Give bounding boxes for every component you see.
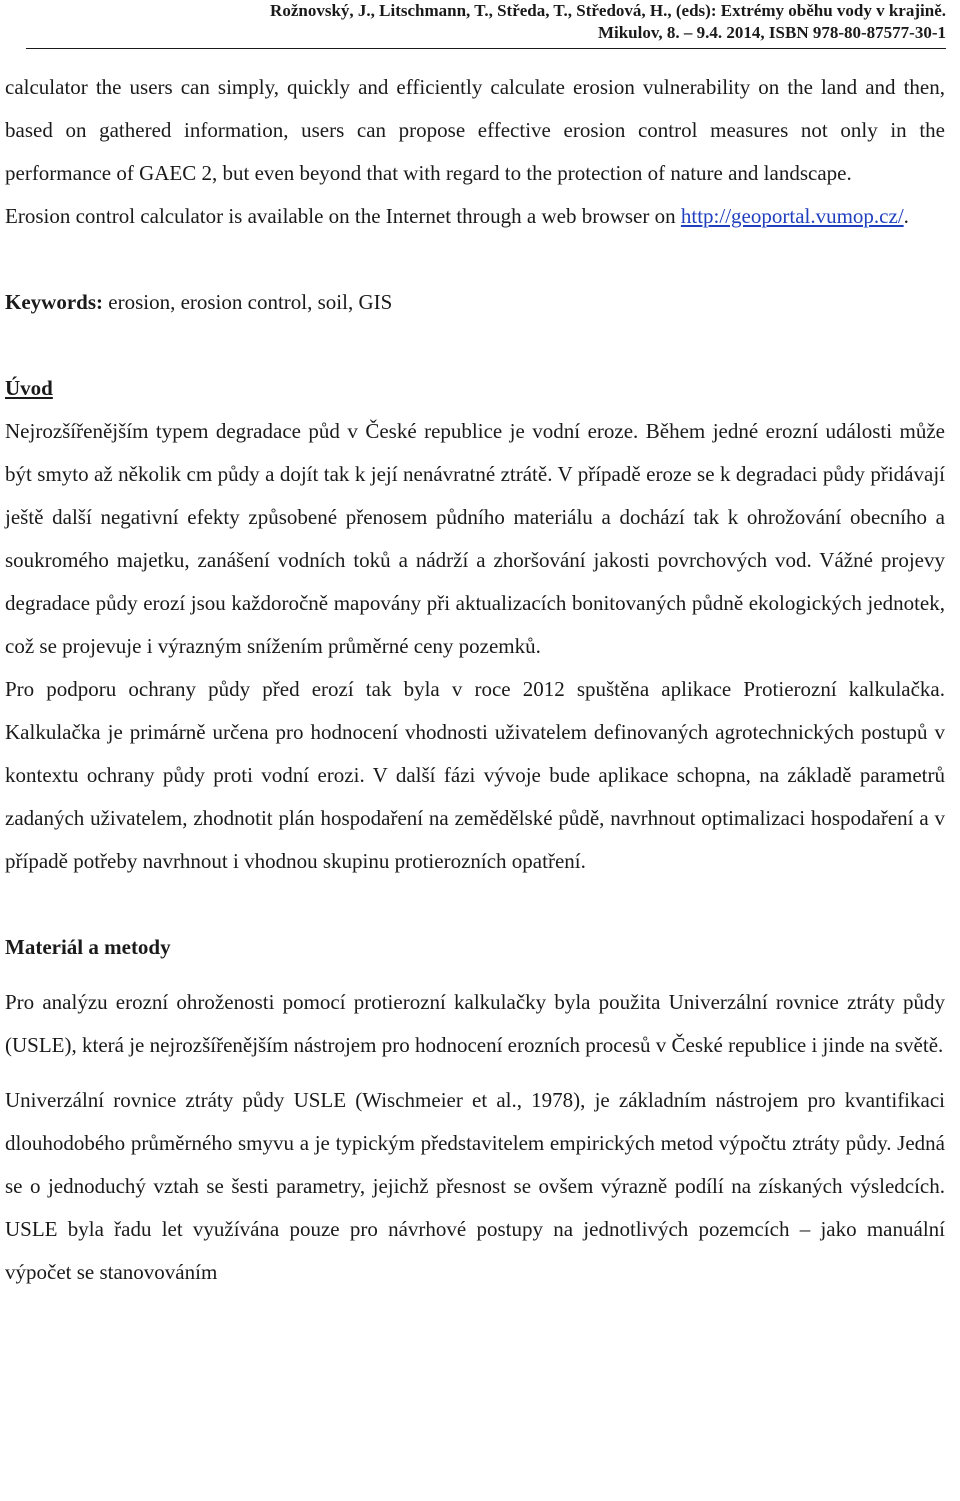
metody-paragraph-1: Pro analýzu erozní ohroženosti pomocí protierozní kalkulačky byla použita Univerzální rovnice ztráty půdy (USLE), která je nejrozšířenějším nástrojem pro hodnocení erozních procesů v České republice i jinde na světě. xyxy=(5,990,945,1057)
header-citation-line: Rožnovský, J., Litschmann, T., Středa, T., Středová, H., (eds): Extrémy oběhu vody v krajině. xyxy=(270,1,946,20)
header-conference-line: Mikulov, 8. – 9.4. 2014, ISBN 978-80-87577-30-1 xyxy=(597,23,946,42)
section-title-uvod xyxy=(5,367,945,410)
abstract-availability-end: . xyxy=(903,204,909,228)
metody-paragraph-2: Univerzální rovnice ztráty půdy USLE (Wischmeier et al., 1978), je základním nástrojem pro kvantifikaci dlouhodobého průměrného smyvu a je typickým představitelem empirických metod výpočtu ztráty půdy. Jedná se o jednoduchý vztah se šesti parametry, jejichž přesnost se ovšem výrazně podílí na získaných výsledcích. USLE byla řadu let využívána pouze pro návrhové postupy na jednotlivých pozemcích – jako manuální výpočet se stanovováním xyxy=(5,1088,945,1284)
section-title-uvod-text: Úvod xyxy=(5,376,53,400)
uvod-paragraph-1: Nejrozšířenějším typem degradace půd v České republice je vodní eroze. Během jedné erozní události může být smyto až několik cm půdy a dojít tak k její nenávratné ztrátě. V případě eroze se k degradaci půdy přidávají ještě další negativní efekty způsobené přenosem půdního materiálu a dochází tak k ohrožování obecního a soukromého majetku, zanášení vodních toků a nádrží a zhoršování jakosti povrchových vod. Vážné projevy degradace půdy erozí jsou každoročně mapovány při aktualizacích bonitovaných půdně ekologických jednotek, což se projevuje i výrazným snížením průměrné ceny pozemků. xyxy=(5,419,945,658)
keywords-text: erosion, erosion control, soil, GIS xyxy=(103,290,393,314)
geoportal-link[interactable]: http://geoportal.vumop.cz/ xyxy=(680,204,904,228)
uvod-paragraph-2: Pro podporu ochrany půdy před erozí tak byla v roce 2012 spuštěna aplikace Protierozní kalkulačka. Kalkulačka je primárně určena pro hodnocení vhodnosti uživatelem definovaných agrotechnických postupů v kontextu ochrany půdy proti vodní erozi. V další fázi vývoje bude aplikace schopna, na základě parametrů zadaných uživatelem, zhodnotit plán hospodaření na zemědělské půdě, navrhnout optimalizaci hospodaření a v případě potřeby navrhnout i vhodnou skupinu protierozních opatření. xyxy=(5,677,945,873)
keywords-line xyxy=(5,281,945,324)
keywords-label: Keywords: xyxy=(5,290,103,314)
abstract-availability-text: Erosion control calculator is available on the Internet through a web browser on xyxy=(5,204,681,228)
section-title-metody: Materiál a metody xyxy=(5,935,171,959)
header-rule xyxy=(26,48,946,49)
abstract-availability xyxy=(5,195,945,238)
page-header xyxy=(26,0,946,44)
page-body xyxy=(5,66,945,1294)
abstract-paragraph: calculator the users can simply, quickly and efficiently calculate erosion vulnerability on the land and then, based on gathered information, users can propose effective erosion control measures not only in the performance of GAEC 2, but even beyond that with regard to the protection of nature and landscape. xyxy=(5,75,945,185)
